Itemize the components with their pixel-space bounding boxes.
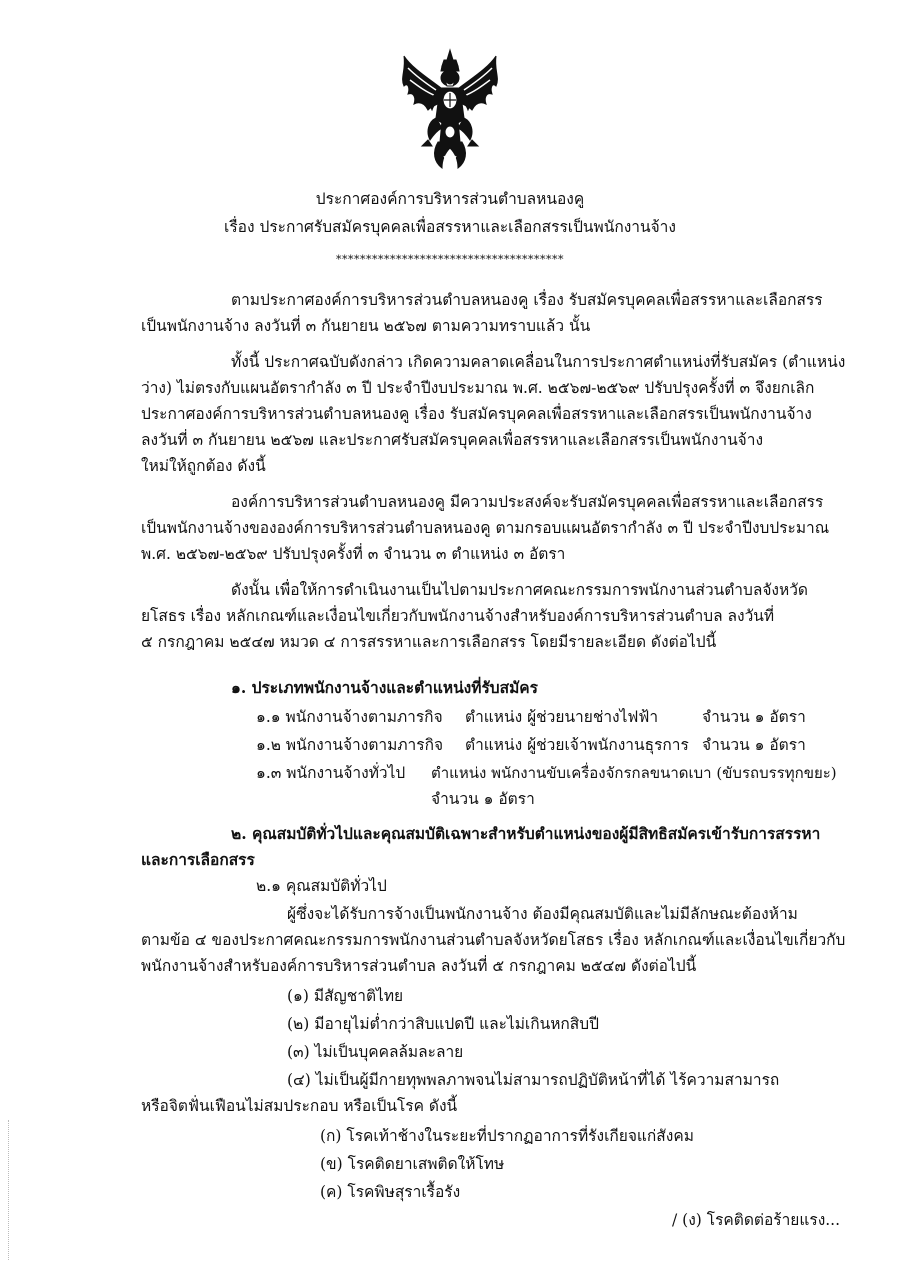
qualification-3: (๓) ไม่เป็นบุคคลล้มละลาย (287, 1043, 464, 1061)
section2-1-heading: ๒.๑ คุณสมบัติทั่วไป (256, 877, 387, 895)
para2-line3: ประกาศองค์การบริหารส่วนตำบลหนองคู เรื่อง รับสมัครบุคคลเพื่อสรรหาและเลือกสรรเป็นพนักงานจ้าง (141, 405, 812, 423)
disease-item-b: (ข) โรคติดยาเสพติดให้โทษ (320, 1155, 505, 1173)
garuda-emblem (398, 48, 502, 174)
section2-intro-line1: ผู้ซึ่งจะได้รับการจ้างเป็นพนักงานจ้าง ต้องมีคุณสมบัติและไม่มีลักษณะต้องห้าม (287, 905, 798, 923)
para1-line1: ตามประกาศองค์การบริหารส่วนตำบลหนองคู เรื่อง รับสมัครบุคคลเพื่อสรรหาและเลือกสรร (231, 291, 823, 309)
qualification-4-line2: หรือจิตฟั่นเฟือนไม่สมประกอบ หรือเป็นโรค ดังนี้ (141, 1097, 458, 1115)
para1-line2: เป็นพนักงานจ้าง ลงวันที่ ๓ กันยายน ๒๕๖๗ ตามความทราบแล้ว นั้น (141, 317, 591, 335)
para2-line2: ว่าง) ไม่ตรงกับแผนอัตรากำลัง ๓ ปี ประจำปีงบประมาณ พ.ศ. ๒๕๖๗-๒๕๖๙ ปรับปรุงครั้งที่ ๓ จึงยกเลิก (141, 379, 815, 397)
para2-line5: ใหม่ให้ถูกต้อง ดังนี้ (141, 457, 266, 475)
continuation-marker: / (ง) โรคติดต่อร้ายแรง... (672, 1211, 841, 1229)
para4-line3: ๕ กรกฎาคม ๒๕๔๗ หมวด ๔ การสรรหาและการเลือกสรร โดยมีรายละเอียด ดังต่อไปนี้ (141, 633, 717, 651)
position-item-3-no: ๑.๓ พนักงานจ้างทั่วไป (256, 764, 406, 782)
para2-line1: ทั้งนี้ ประกาศฉบับดังกล่าว เกิดความคลาดเคลื่อนในการประกาศตำแหน่งที่รับสมัคร (ตำแหน่ง (231, 353, 846, 371)
para4-line2: ยโสธร เรื่อง หลักเกณฑ์และเงื่อนไขเกี่ยวกับพนักงานจ้างสำหรับองค์การบริหารส่วนตำบล ลงวันที่ (141, 607, 775, 625)
para4-line1: ดังนั้น เพื่อให้การดำเนินงานเป็นไปตามประกาศคณะกรรมการพนักงานส่วนตำบลจังหวัด (231, 581, 808, 599)
qualification-2: (๒) มีอายุไม่ต่ำกว่าสิบแปดปี และไม่เกินหกสิบปี (287, 1015, 599, 1033)
title-separator: ************************************** (336, 253, 564, 266)
position-item-1-title: ตำแหน่ง ผู้ช่วยนายช่างไฟฟ้า (465, 708, 659, 726)
disease-item-a: (ก) โรคเท้าช้างในระยะที่ปรากฏอาการที่รังเกียจแก่สังคม (320, 1127, 694, 1145)
document-title: ประกาศองค์การบริหารส่วนตำบลหนองคู (315, 190, 585, 208)
position-item-2-count: จำนวน ๑ อัตรา (702, 736, 806, 754)
position-item-1-no: ๑.๑ พนักงานจ้างตามภารกิจ (256, 708, 443, 726)
qualification-1: (๑) มีสัญชาติไทย (287, 987, 404, 1005)
qualification-4-line1: (๔) ไม่เป็นผู้มีกายทุพพลภาพจนไม่สามารถปฏิบัติหน้าที่ได้ ไร้ความสามารถ (287, 1071, 780, 1089)
disease-item-c: (ค) โรคพิษสุราเรื้อรัง (320, 1183, 461, 1201)
section2-heading-line2: และการเลือกสรร (141, 850, 255, 869)
section2-intro-line3: พนักงานจ้างสำหรับองค์การบริหารส่วนตำบล ลงวันที่ ๕ กรกฎาคม ๒๕๔๗ ดังต่อไปนี้ (141, 957, 697, 975)
para3-line1: องค์การบริหารส่วนตำบลหนองคู มีความประสงค์จะรับสมัครบุคคลเพื่อสรรหาและเลือกสรร (231, 493, 824, 511)
para2-line4: ลงวันที่ ๓ กันยายน ๒๕๖๗ และประกาศรับสมัครบุคคลเพื่อสรรหาและเลือกสรรเป็นพนักงานจ้าง (141, 431, 764, 449)
document-subject: เรื่อง ประกาศรับสมัครบุคคลเพื่อสรรหาและเลือกสรรเป็นพนักงานจ้าง (224, 218, 676, 236)
position-item-1-count: จำนวน ๑ อัตรา (702, 708, 806, 726)
position-item-2-title: ตำแหน่ง ผู้ช่วยเจ้าพนักงานธุรการ (465, 736, 689, 754)
para3-line3: พ.ศ. ๒๕๖๗-๒๕๖๙ ปรับปรุงครั้งที่ ๓ จำนวน ๓ ตำแหน่ง ๓ อัตรา (141, 545, 566, 563)
para3-line2: เป็นพนักงานจ้างขององค์การบริหารส่วนตำบลหนองคู ตามกรอบแผนอัตรากำลัง ๓ ปี ประจำปีงบประมาณ (141, 519, 830, 537)
scan-edge-rule (8, 1120, 9, 1260)
section1-heading: ๑. ประเภทพนักงานจ้างและตำแหน่งที่รับสมัคร (231, 678, 538, 697)
section2-heading-line1: ๒. คุณสมบัติทั่วไปและคุณสมบัติเฉพาะสำหรับตำแหน่งของผู้มีสิทธิสมัครเข้ารับการสรรหา (231, 824, 821, 843)
position-item-3-title: ตำแหน่ง พนักงานขับเครื่องจักรกลขนาดเบา (ขับรถบรรทุกขยะ) (431, 764, 837, 782)
section2-intro-line2: ตามข้อ ๔ ของประกาศคณะกรรมการพนักงานส่วนตำบลจังหวัดยโสธร เรื่อง หลักเกณฑ์และเงื่อนไขเกี่ยวกับ (141, 931, 846, 949)
position-item-2-no: ๑.๒ พนักงานจ้างตามภารกิจ (256, 736, 444, 754)
position-item-3-count: จำนวน ๑ อัตรา (431, 790, 535, 808)
